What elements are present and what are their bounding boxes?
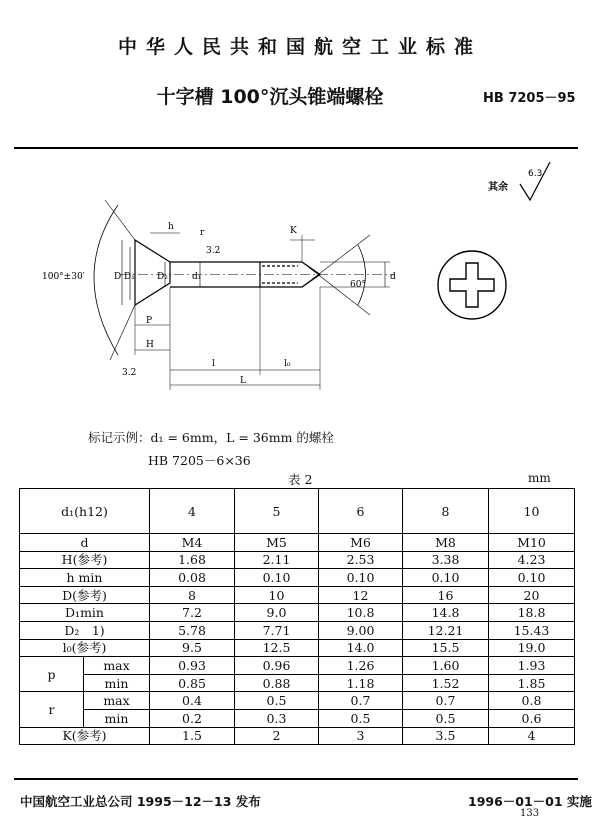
table-cell: 1.52 (403, 674, 489, 692)
row-label: r (20, 692, 84, 727)
label-h: h (168, 222, 174, 232)
table-cell: 12 (319, 586, 403, 604)
row-label: l₀(参考) (20, 639, 150, 657)
table-row (20, 621, 575, 639)
table-row (20, 657, 575, 675)
table-cell: 1.18 (319, 674, 403, 692)
table-cell: 4 (489, 727, 575, 745)
table-row (20, 639, 575, 657)
table-row (20, 709, 575, 727)
label-bottom-rough: 3.2 (122, 368, 137, 378)
table-cell: 1.85 (489, 674, 575, 692)
page-number: 133 (520, 808, 540, 819)
table-cell: 1.93 (489, 657, 575, 675)
bolt-drawing (40, 195, 440, 400)
table-cell: M4 (150, 534, 235, 552)
label-K: K (290, 226, 297, 236)
table-cell: 15.43 (489, 621, 575, 639)
table-row (20, 586, 575, 604)
table-cell: 0.8 (489, 692, 575, 710)
row-label: D₂ 1) (20, 621, 150, 639)
table-cell: 2 (235, 727, 319, 745)
table-cell: 10.8 (319, 604, 403, 622)
table-cell: 0.10 (403, 569, 489, 587)
sub-label: max (84, 657, 150, 675)
table-cell: 0.96 (235, 657, 319, 675)
table-cell: 3.38 (403, 551, 489, 569)
table-cell: 7.2 (150, 604, 235, 622)
label-l: l (212, 359, 215, 369)
row-label: H(参考) (20, 551, 150, 569)
table-cell: 0.6 (489, 709, 575, 727)
table-cell: 0.85 (150, 674, 235, 692)
size-cell: 6 (319, 489, 403, 534)
table-row (20, 604, 575, 622)
label-angle: 100°±30′ (42, 272, 85, 282)
table-row (20, 569, 575, 587)
label-roughness: 3.2 (206, 246, 221, 256)
header-label: d₁(h12) (20, 489, 150, 534)
roughness-prefix: 其余 (488, 182, 508, 193)
label-D1: D₁ (124, 272, 135, 282)
surface-roughness-symbol (486, 160, 566, 210)
table-cell: 9.5 (150, 639, 235, 657)
marking-example: 标记示例：d₁ = 6mm，L = 36mm 的螺栓 (88, 430, 334, 445)
table-cell: 1.26 (319, 657, 403, 675)
head-top-view (432, 245, 512, 325)
table-cell: 14.0 (319, 639, 403, 657)
table-cell: 0.4 (150, 692, 235, 710)
document-title: 十字槽 100°沉头锥端螺栓 (156, 86, 384, 108)
sub-label: max (84, 692, 150, 710)
table-cell: 9.0 (235, 604, 319, 622)
label-H: H (146, 340, 154, 350)
table-header-row (20, 489, 575, 534)
row-label: d (20, 534, 150, 552)
label-l0: l₀ (284, 359, 291, 369)
table-cell: 9.00 (319, 621, 403, 639)
table-cell: 0.5 (319, 709, 403, 727)
table-cell: M6 (319, 534, 403, 552)
issue-date: 中国航空工业总公司 1995－12－13 发布 (20, 794, 261, 809)
table-title: 表 2 (288, 472, 313, 487)
sub-label: min (84, 709, 150, 727)
table-cell: 15.5 (403, 639, 489, 657)
label-D2: D₂ (157, 272, 168, 282)
table-cell: 0.7 (403, 692, 489, 710)
effective-date: 1996－01－01 实施 (468, 794, 592, 809)
table-unit: mm (528, 471, 551, 485)
table-cell: 0.10 (235, 569, 319, 587)
table-row (20, 674, 575, 692)
label-d1: d₁ (192, 272, 202, 282)
table-cell: 3 (319, 727, 403, 745)
label-D: D (114, 272, 122, 282)
table-cell: 0.7 (319, 692, 403, 710)
table-row (20, 692, 575, 710)
row-label: D₁min (20, 604, 150, 622)
table-row (20, 727, 575, 745)
row-label: D(参考) (20, 586, 150, 604)
dimensions-table (19, 488, 575, 745)
bottom-rule (14, 778, 578, 780)
label-d: d (390, 272, 396, 282)
table-cell: 7.71 (235, 621, 319, 639)
table-cell: 12.5 (235, 639, 319, 657)
label-r: r (200, 228, 205, 238)
row-label: h min (20, 569, 150, 587)
table-cell: 5.78 (150, 621, 235, 639)
cross-recess-icon (450, 263, 494, 307)
table-cell: 0.2 (150, 709, 235, 727)
roughness-value: 6.3 (528, 169, 543, 179)
standard-number: HB 7205－95 (483, 91, 576, 106)
table-cell: 8 (150, 586, 235, 604)
table-cell: 16 (403, 586, 489, 604)
label-L: L (240, 376, 246, 386)
table-cell: 14.8 (403, 604, 489, 622)
table-cell: 0.3 (235, 709, 319, 727)
standard-title: 中华人民共和国航空工业标准 (117, 36, 482, 58)
top-rule (14, 147, 578, 149)
size-cell: 8 (403, 489, 489, 534)
table-cell: 2.11 (235, 551, 319, 569)
table-cell: 1.68 (150, 551, 235, 569)
table-cell: 0.5 (235, 692, 319, 710)
table-row (20, 534, 575, 552)
marking-code: HB 7205－6×36 (148, 453, 251, 468)
row-label: K(参考) (20, 727, 150, 745)
label-P: P (146, 316, 153, 326)
roughness-check-icon (520, 162, 550, 200)
table-cell: 0.88 (235, 674, 319, 692)
size-cell: 5 (235, 489, 319, 534)
table-cell: 10 (235, 586, 319, 604)
table-cell: 19.0 (489, 639, 575, 657)
table-cell: 3.5 (403, 727, 489, 745)
table-cell: M10 (489, 534, 575, 552)
table-cell: M8 (403, 534, 489, 552)
size-cell: 10 (489, 489, 575, 534)
table-cell: 0.08 (150, 569, 235, 587)
table-cell: 1.60 (403, 657, 489, 675)
table-cell: 0.93 (150, 657, 235, 675)
row-label: p (20, 657, 84, 692)
table-cell: M5 (235, 534, 319, 552)
sub-label: min (84, 674, 150, 692)
table-cell: 20 (489, 586, 575, 604)
table-cell: 12.21 (403, 621, 489, 639)
table-row (20, 551, 575, 569)
size-cell: 4 (150, 489, 235, 534)
table-cell: 0.5 (403, 709, 489, 727)
table-cell: 2.53 (319, 551, 403, 569)
table-cell: 1.5 (150, 727, 235, 745)
table-cell: 18.8 (489, 604, 575, 622)
label-cone: 60° (350, 280, 366, 290)
table-cell: 0.10 (319, 569, 403, 587)
table-cell: 4.23 (489, 551, 575, 569)
table-cell: 0.10 (489, 569, 575, 587)
